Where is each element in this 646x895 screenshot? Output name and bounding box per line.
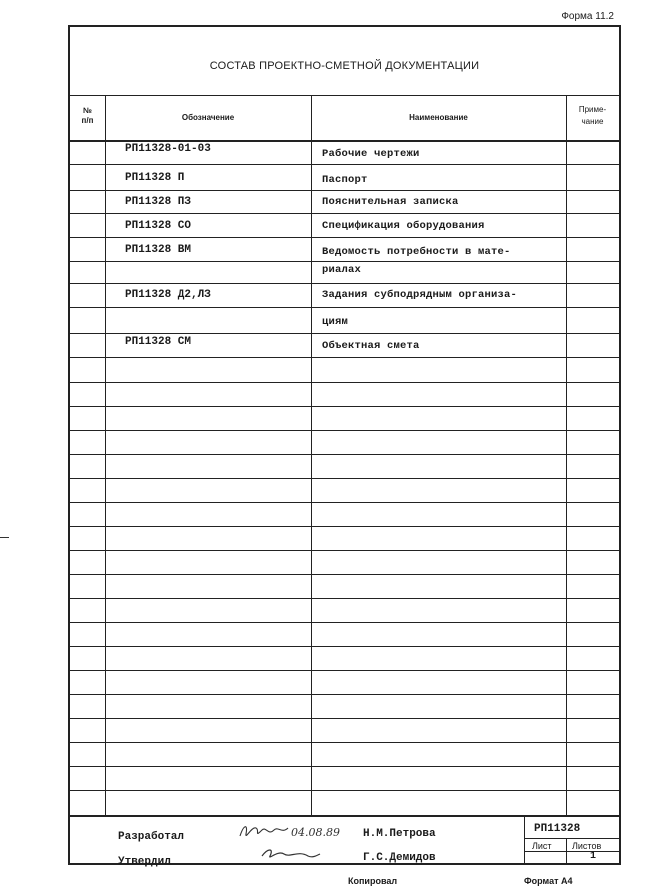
table-row-line (70, 333, 619, 334)
table-row-name: Спецификация оборудования (322, 220, 485, 232)
margin-mark (0, 537, 9, 538)
table-row-line (70, 430, 619, 431)
table-row-code: РП11328 ВМ (125, 244, 192, 256)
table-row-name: циям (322, 316, 349, 328)
table-row-line (70, 237, 619, 238)
table-row-code: РП11328 Д2,ЛЗ (125, 289, 211, 301)
table-row-line (70, 742, 619, 743)
doc-code: РП11328 (534, 823, 581, 835)
col-header-number: № п/п (81, 106, 94, 125)
table-row-line (70, 307, 619, 308)
col-header-designation: Обозначение (181, 113, 235, 122)
table-row-line (70, 646, 619, 647)
table-row-code: РП11328 СМ (125, 336, 192, 348)
table-row-name: Ведомость потребности в мате- (322, 246, 511, 258)
stamp-sheet-underline (524, 851, 619, 852)
col-divider-2 (311, 95, 312, 815)
table-row-line (70, 550, 619, 551)
sheet-label: Лист (532, 841, 552, 851)
approver-signature (258, 844, 322, 864)
table-row-line (70, 598, 619, 599)
stamp-code-divider (524, 815, 525, 863)
table-row-line (70, 574, 619, 575)
table-row-line (70, 406, 619, 407)
col-header-name: Наименование (409, 113, 468, 122)
table-row-line (70, 190, 619, 191)
table-row-line (70, 670, 619, 671)
format-label: Формат А4 (524, 876, 573, 886)
table-row-code: РП11328 П (125, 172, 185, 184)
table-row-line (70, 357, 619, 358)
header-top-line (70, 95, 619, 96)
approved-label: Утвердил (118, 856, 171, 868)
table-row-name: Пояснительная записка (322, 196, 459, 208)
col-divider-1 (105, 95, 106, 815)
developer-signature (236, 820, 296, 844)
col-divider-3 (566, 95, 567, 815)
copied-label: Копировал (348, 876, 398, 886)
developer-name: Н.М.Петрова (363, 828, 436, 840)
developed-label: Разработал (118, 831, 185, 843)
table-row-code: РП11328-01-03 (125, 143, 211, 155)
developed-sign-date: 04.08.89 (291, 826, 340, 839)
table-row-name: Рабочие чертежи (322, 148, 420, 160)
table-row-name: Задания субподрядным организа- (322, 289, 518, 301)
table-row-line (70, 526, 619, 527)
sheets-label: Листов (572, 841, 602, 851)
stamp-sheet-divider (566, 838, 567, 863)
form-label: Форма 11.2 (561, 11, 614, 22)
stamp-code-underline (524, 838, 619, 839)
table-row-line (70, 382, 619, 383)
approver-name: Г.С.Демидов (363, 852, 436, 864)
table-row-line (70, 790, 619, 791)
header-bottom-line (70, 140, 619, 142)
table-row-code: РП11328 ПЗ (125, 196, 192, 208)
table-row-line (70, 718, 619, 719)
table-row-line (70, 694, 619, 695)
table-row-line (70, 261, 619, 262)
sheets-count: 1 (590, 851, 597, 862)
table-row-line (70, 502, 619, 503)
table-row-name: риалах (322, 264, 362, 276)
table-row-line (70, 622, 619, 623)
col-header-note: Приме- чание (578, 105, 607, 126)
table-row-code: РП11328 СО (125, 220, 192, 232)
table-row-line (70, 213, 619, 214)
table-row-name: Паспорт (322, 174, 368, 186)
table-row-line (70, 283, 619, 284)
stamp-top-line (70, 815, 619, 817)
table-row-line (70, 454, 619, 455)
table-row-line (70, 164, 619, 165)
table-row-name: Объектная смета (322, 340, 420, 352)
document-title: СОСТАВ ПРОЕКТНО-СМЕТНОЙ ДОКУМЕНТАЦИИ (209, 60, 480, 72)
table-row-line (70, 478, 619, 479)
table-row-line (70, 766, 619, 767)
